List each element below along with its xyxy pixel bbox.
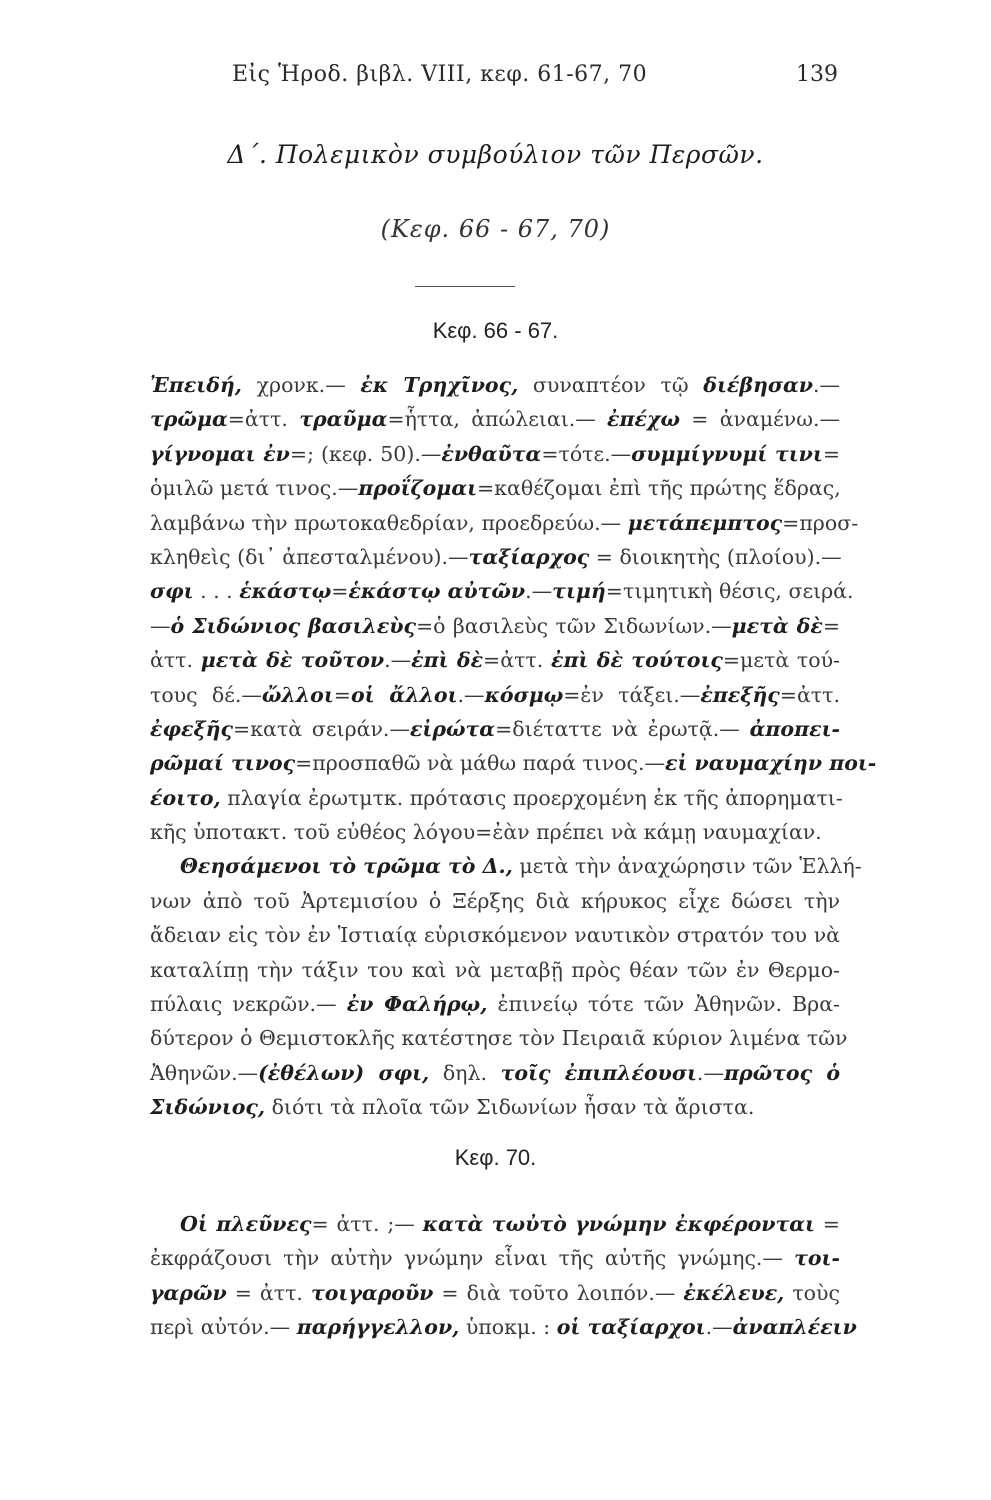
gloss-text: .— bbox=[525, 579, 553, 604]
lemma-term: οἱ ταξίαρχοι bbox=[556, 1315, 706, 1340]
gloss-text: =κατὰ σειράν.— bbox=[233, 716, 410, 741]
lemma-term: σφι bbox=[150, 579, 194, 604]
gloss-text: = bbox=[822, 441, 840, 466]
lemma-term: ἐπὶ δὲ τούτοις bbox=[551, 648, 723, 673]
gloss-text: = ἀττ. ;— bbox=[311, 1212, 423, 1236]
lemma-term: ἀναπλέειν bbox=[732, 1315, 857, 1340]
gloss-text: καταλίπῃ τὴν τάξιν του καὶ νὰ μεταβῇ πρὸς θέαν τῶν ἐν Θερμο- bbox=[150, 957, 840, 982]
gloss-text: = ἀναμένω.— bbox=[679, 407, 840, 432]
lemma-term: τοῖς ἐπιπλέουσι bbox=[500, 1060, 697, 1085]
gloss-text: .— bbox=[696, 1060, 724, 1085]
lemma-term: διέβησαν bbox=[703, 373, 813, 397]
gloss-text: συναπτέον τῷ bbox=[518, 373, 704, 397]
gloss-text: Ἀθηνῶν.— bbox=[150, 1060, 259, 1085]
text-line bbox=[150, 643, 840, 677]
lemma-term: ἑκάστῳ αὐτῶν bbox=[348, 579, 526, 604]
gloss-text: κληθεὶς (δι᾽ ἀπεσταλμένου).— bbox=[150, 544, 469, 569]
lemma-term: οἱ ἄλλοι bbox=[350, 682, 458, 707]
text-line bbox=[150, 1090, 840, 1124]
gloss-text: .— bbox=[457, 682, 485, 707]
text-line bbox=[150, 1056, 840, 1090]
lemma-term: ρῶμαί τινος bbox=[150, 751, 296, 776]
gloss-text: =ἀττ. bbox=[779, 682, 840, 707]
text-line bbox=[150, 884, 840, 918]
lemma-term: τραῦμα bbox=[299, 407, 388, 432]
gloss-text: =ὁ βασιλεὺς τῶν Σιδωνίων.— bbox=[416, 613, 732, 638]
gloss-text: δύτερον ὁ Θεμιστοκλῆς κατέστησε τὸν Πειραιᾶ κύριον λιμένα τῶν bbox=[150, 1026, 848, 1051]
section-title: Δ΄. Πολεμικὸν συμβούλιον τῶν Περσῶν. bbox=[227, 140, 764, 169]
lemma-term: ἐπὶ δὲ bbox=[411, 648, 484, 673]
gloss-text: =ἀττ. bbox=[227, 407, 300, 432]
section-subtitle: (Κεφ. 66 - 67, 70) bbox=[380, 215, 611, 243]
gloss-text: ἄδειαν εἰς τὸν ἐν Ἱστιαίᾳ εὑρισκόμενον ναυτικὸν στρατόν του νὰ bbox=[150, 923, 840, 948]
gloss-text: =ἀττ. bbox=[483, 648, 552, 673]
gloss-text: ἐπινείῳ τότε τῶν Ἀθηνῶν. Βρα- bbox=[487, 992, 840, 1017]
text-line bbox=[150, 1207, 840, 1241]
lemma-term: Θεησάμενοι τὸ τρῶμα τὸ Δ., bbox=[180, 854, 513, 879]
gloss-text: =ἐν τάξει.— bbox=[563, 682, 701, 707]
lemma-term: ἐπέχω bbox=[607, 407, 680, 432]
lemma-term: ἐκέλευε, bbox=[683, 1280, 785, 1305]
running-head: Εἰς Ἡροδ. βιβλ. VIII, κεφ. 61-67, 70 bbox=[232, 62, 648, 87]
lemma-term: κόσμῳ bbox=[484, 682, 564, 707]
lemma-term: ὤλλοι bbox=[261, 682, 334, 707]
text-line bbox=[150, 471, 840, 505]
gloss-text: .— bbox=[384, 648, 412, 673]
gloss-text: =προσ- bbox=[782, 510, 859, 535]
gloss-text: ὁμιλῶ μετά τινος.— bbox=[150, 476, 359, 501]
text-line bbox=[150, 712, 840, 746]
gloss-text: =καθέζομαι ἐπὶ τῆς πρώτης ἕδρας, bbox=[477, 476, 841, 501]
lemma-term: ἐπεξῆς bbox=[700, 682, 780, 707]
text-line bbox=[150, 1241, 840, 1275]
text-line bbox=[150, 987, 840, 1021]
gloss-text: = bbox=[822, 613, 841, 638]
lemma-term: μετάπεμπτος bbox=[627, 510, 783, 535]
gloss-text: = bbox=[333, 682, 351, 707]
gloss-text: . . . bbox=[193, 579, 240, 604]
gloss-text: =ἧττα, ἀπώλειαι.— bbox=[387, 407, 608, 432]
text-line bbox=[150, 1021, 848, 1055]
lemma-term: ἑκάστῳ bbox=[239, 579, 332, 604]
lemma-term: τιμή bbox=[552, 579, 606, 604]
gloss-text: =τότε.— bbox=[541, 441, 632, 466]
text-line bbox=[150, 437, 840, 471]
lemma-term: (ἐθέλων) σφι, bbox=[258, 1060, 430, 1085]
gloss-text: =τιμητικὴ θέσις, σειρά. bbox=[605, 579, 854, 604]
gloss-text: λαμβάνω τὴν πρωτοκαθεδρίαν, προεδρεύω.— bbox=[150, 510, 628, 535]
lemma-term: προΐζομαι bbox=[358, 476, 478, 501]
text-line bbox=[150, 402, 840, 436]
commentary-block bbox=[150, 368, 877, 1125]
lemma-term: έοιτο, bbox=[150, 785, 221, 810]
commentary-block bbox=[150, 1207, 857, 1345]
lemma-term: ταξίαρχος bbox=[468, 544, 590, 569]
gloss-text: =μετὰ τού- bbox=[722, 648, 840, 673]
text-line bbox=[150, 368, 840, 402]
lemma-term: γίγνομαι ἐν bbox=[150, 441, 290, 466]
text-line bbox=[150, 540, 840, 574]
gloss-text: πύλαις νεκρῶν.— bbox=[150, 992, 347, 1017]
gloss-text: = ἀττ. bbox=[226, 1280, 311, 1305]
text-line bbox=[150, 574, 854, 608]
lemma-term: ὁ Σιδώνιος βασιλεὺς bbox=[170, 613, 416, 638]
lemma-term: μετὰ δὲ τοῦτον bbox=[200, 648, 385, 673]
gloss-text: περὶ αὐτόν.— bbox=[150, 1315, 297, 1340]
lemma-term: παρήγγελλον, bbox=[296, 1315, 460, 1340]
lemma-term: ἐν Φαλήρῳ, bbox=[346, 992, 488, 1017]
lemma-term: ἐνθαῦτα bbox=[441, 441, 542, 466]
text-line bbox=[150, 678, 840, 712]
lemma-term: Σιδώνιος, bbox=[150, 1095, 266, 1120]
gloss-text: δηλ. bbox=[429, 1060, 501, 1085]
lemma-term: εἰ ναυμαχίην ποι- bbox=[665, 751, 877, 776]
gloss-text: διότι τὰ πλοῖα τῶν Σιδωνίων ἦσαν τὰ ἄριστα. bbox=[265, 1095, 755, 1120]
page-number: 139 bbox=[796, 62, 838, 87]
lemma-term: εἰρώτα bbox=[409, 716, 496, 741]
gloss-text: ἐκφράζουσι τὴν αὐτὴν γνώμην εἶναι τῆς αὐτῆς γνώμης.— bbox=[150, 1246, 795, 1271]
lemma-term: τοι- bbox=[794, 1246, 840, 1271]
gloss-text: κῆς ὑποτακτ. τοῦ εὐθέος λόγου=ἐὰν πρέπει νὰ κάμῃ ναυμαχίαν. bbox=[150, 820, 822, 845]
gloss-text: ὑποκμ. : bbox=[459, 1315, 557, 1340]
text-line bbox=[150, 918, 840, 952]
lemma-term: Οἱ πλεῦνες bbox=[180, 1212, 312, 1236]
gloss-text: = bbox=[331, 579, 349, 604]
lemma-term: κατὰ τωὐτὸ γνώμην ἐκφέρονται bbox=[422, 1212, 815, 1236]
gloss-text: =διέταττε νὰ ἐρωτᾷ.— bbox=[495, 716, 750, 741]
lemma-term: Ἐπειδή, bbox=[150, 373, 242, 397]
lemma-term: συμμίγνυμί τινι bbox=[631, 441, 823, 466]
gloss-text: ἀττ. bbox=[150, 648, 201, 673]
chapter-heading: Κεφ. 70. bbox=[454, 1145, 537, 1170]
text-line bbox=[150, 1276, 840, 1310]
gloss-text: =προσπαθῶ νὰ μάθω παρά τινος.— bbox=[295, 751, 665, 776]
text-line bbox=[150, 609, 840, 643]
lemma-term: πρῶτος ὁ bbox=[723, 1060, 840, 1085]
text-line bbox=[150, 781, 843, 815]
lemma-term: μετὰ δὲ bbox=[731, 613, 823, 638]
gloss-text: χρονκ.— bbox=[241, 373, 361, 397]
lemma-term: τρῶμα bbox=[150, 407, 228, 432]
gloss-text: .— bbox=[812, 373, 841, 397]
gloss-text: νων ἀπὸ τοῦ Ἀρτεμισίου ὁ Ξέρξης διὰ κήρυκος εἶχε δώσει τὴν bbox=[150, 888, 840, 913]
gloss-text: = διοικητὴς (πλοίου).— bbox=[589, 544, 842, 569]
divider-rule bbox=[415, 286, 515, 287]
gloss-text: τους δέ.— bbox=[150, 682, 262, 707]
lemma-term: τοιγαροῦν bbox=[310, 1280, 434, 1305]
text-line bbox=[150, 746, 877, 780]
gloss-text: τοὺς bbox=[784, 1280, 840, 1305]
text-line bbox=[150, 849, 862, 883]
text-line bbox=[150, 815, 840, 849]
lemma-term: ἀποπει- bbox=[749, 716, 841, 741]
text-line bbox=[150, 1310, 857, 1344]
lemma-term: γαρῶν bbox=[150, 1280, 227, 1305]
text-line bbox=[150, 506, 859, 540]
chapter-heading: Κεφ. 66 - 67. bbox=[432, 318, 559, 343]
gloss-text: =; (κεφ. 50).— bbox=[289, 441, 442, 466]
gloss-text: .— bbox=[705, 1315, 733, 1340]
gloss-text: πλαγία ἐρωτμτκ. πρότασις προερχομένη ἐκ τῆς ἀπορηματι- bbox=[220, 785, 843, 810]
gloss-text: μετὰ τὴν ἀναχώρησιν τῶν Ἑλλή- bbox=[512, 854, 862, 879]
gloss-text: = διὰ τοῦτο λοιπόν.— bbox=[433, 1280, 684, 1305]
lemma-term: ἐκ Τρηχῖνος, bbox=[360, 373, 519, 397]
gloss-text: — bbox=[150, 613, 171, 638]
lemma-term: ἐφεξῆς bbox=[150, 716, 234, 741]
gloss-text: = bbox=[814, 1212, 840, 1236]
text-line bbox=[150, 953, 840, 987]
